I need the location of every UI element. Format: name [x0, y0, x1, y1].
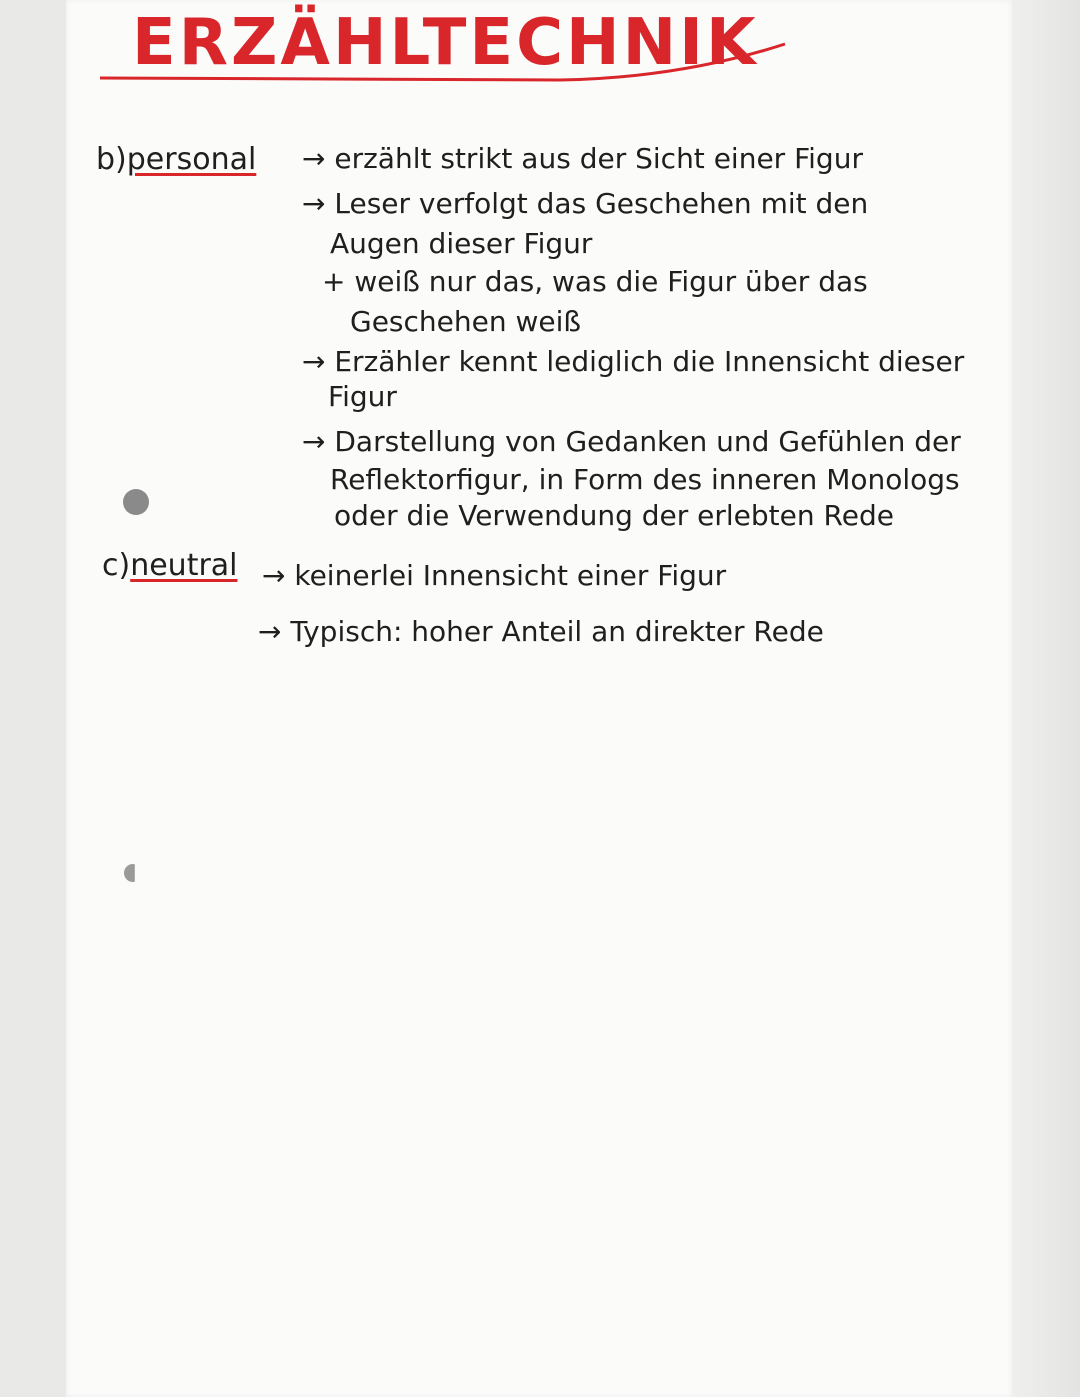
page-edge — [1012, 0, 1080, 1397]
note-line: → erzählt strikt aus der Sicht einer Figur — [302, 142, 863, 175]
title-underline — [0, 0, 1080, 120]
note-line: + weiß nur das, was die Figur über das — [322, 265, 868, 298]
note-line: Augen dieser Figur — [330, 227, 593, 260]
page-title: ERZÄHLTECHNIK — [132, 6, 759, 80]
note-line: → Erzähler kennt lediglich die Innensicht dieser — [302, 345, 965, 378]
note-line: → keinerlei Innensicht einer Figur — [262, 559, 727, 592]
note-line: → Typisch: hoher Anteil an direkter Rede — [258, 615, 824, 648]
section-key-personal: personal — [126, 142, 257, 177]
note-line: Geschehen weiß — [350, 305, 582, 338]
section-key-neutral: neutral — [130, 548, 238, 583]
section-prefix: b) — [96, 142, 127, 177]
section-label-neutral — [102, 548, 238, 583]
section-prefix: c) — [102, 548, 131, 583]
note-line: → Darstellung von Gedanken und Gefühlen der — [302, 425, 961, 458]
punch-hole — [123, 489, 149, 515]
section-label-personal — [96, 142, 256, 177]
note-line: → Leser verfolgt das Geschehen mit den — [302, 187, 869, 220]
note-line: oder die Verwendung der erlebten Rede — [334, 499, 894, 532]
note-line: Figur — [328, 380, 397, 413]
note-line: Reflektorfigur, in Form des inneren Monologs — [330, 463, 960, 496]
